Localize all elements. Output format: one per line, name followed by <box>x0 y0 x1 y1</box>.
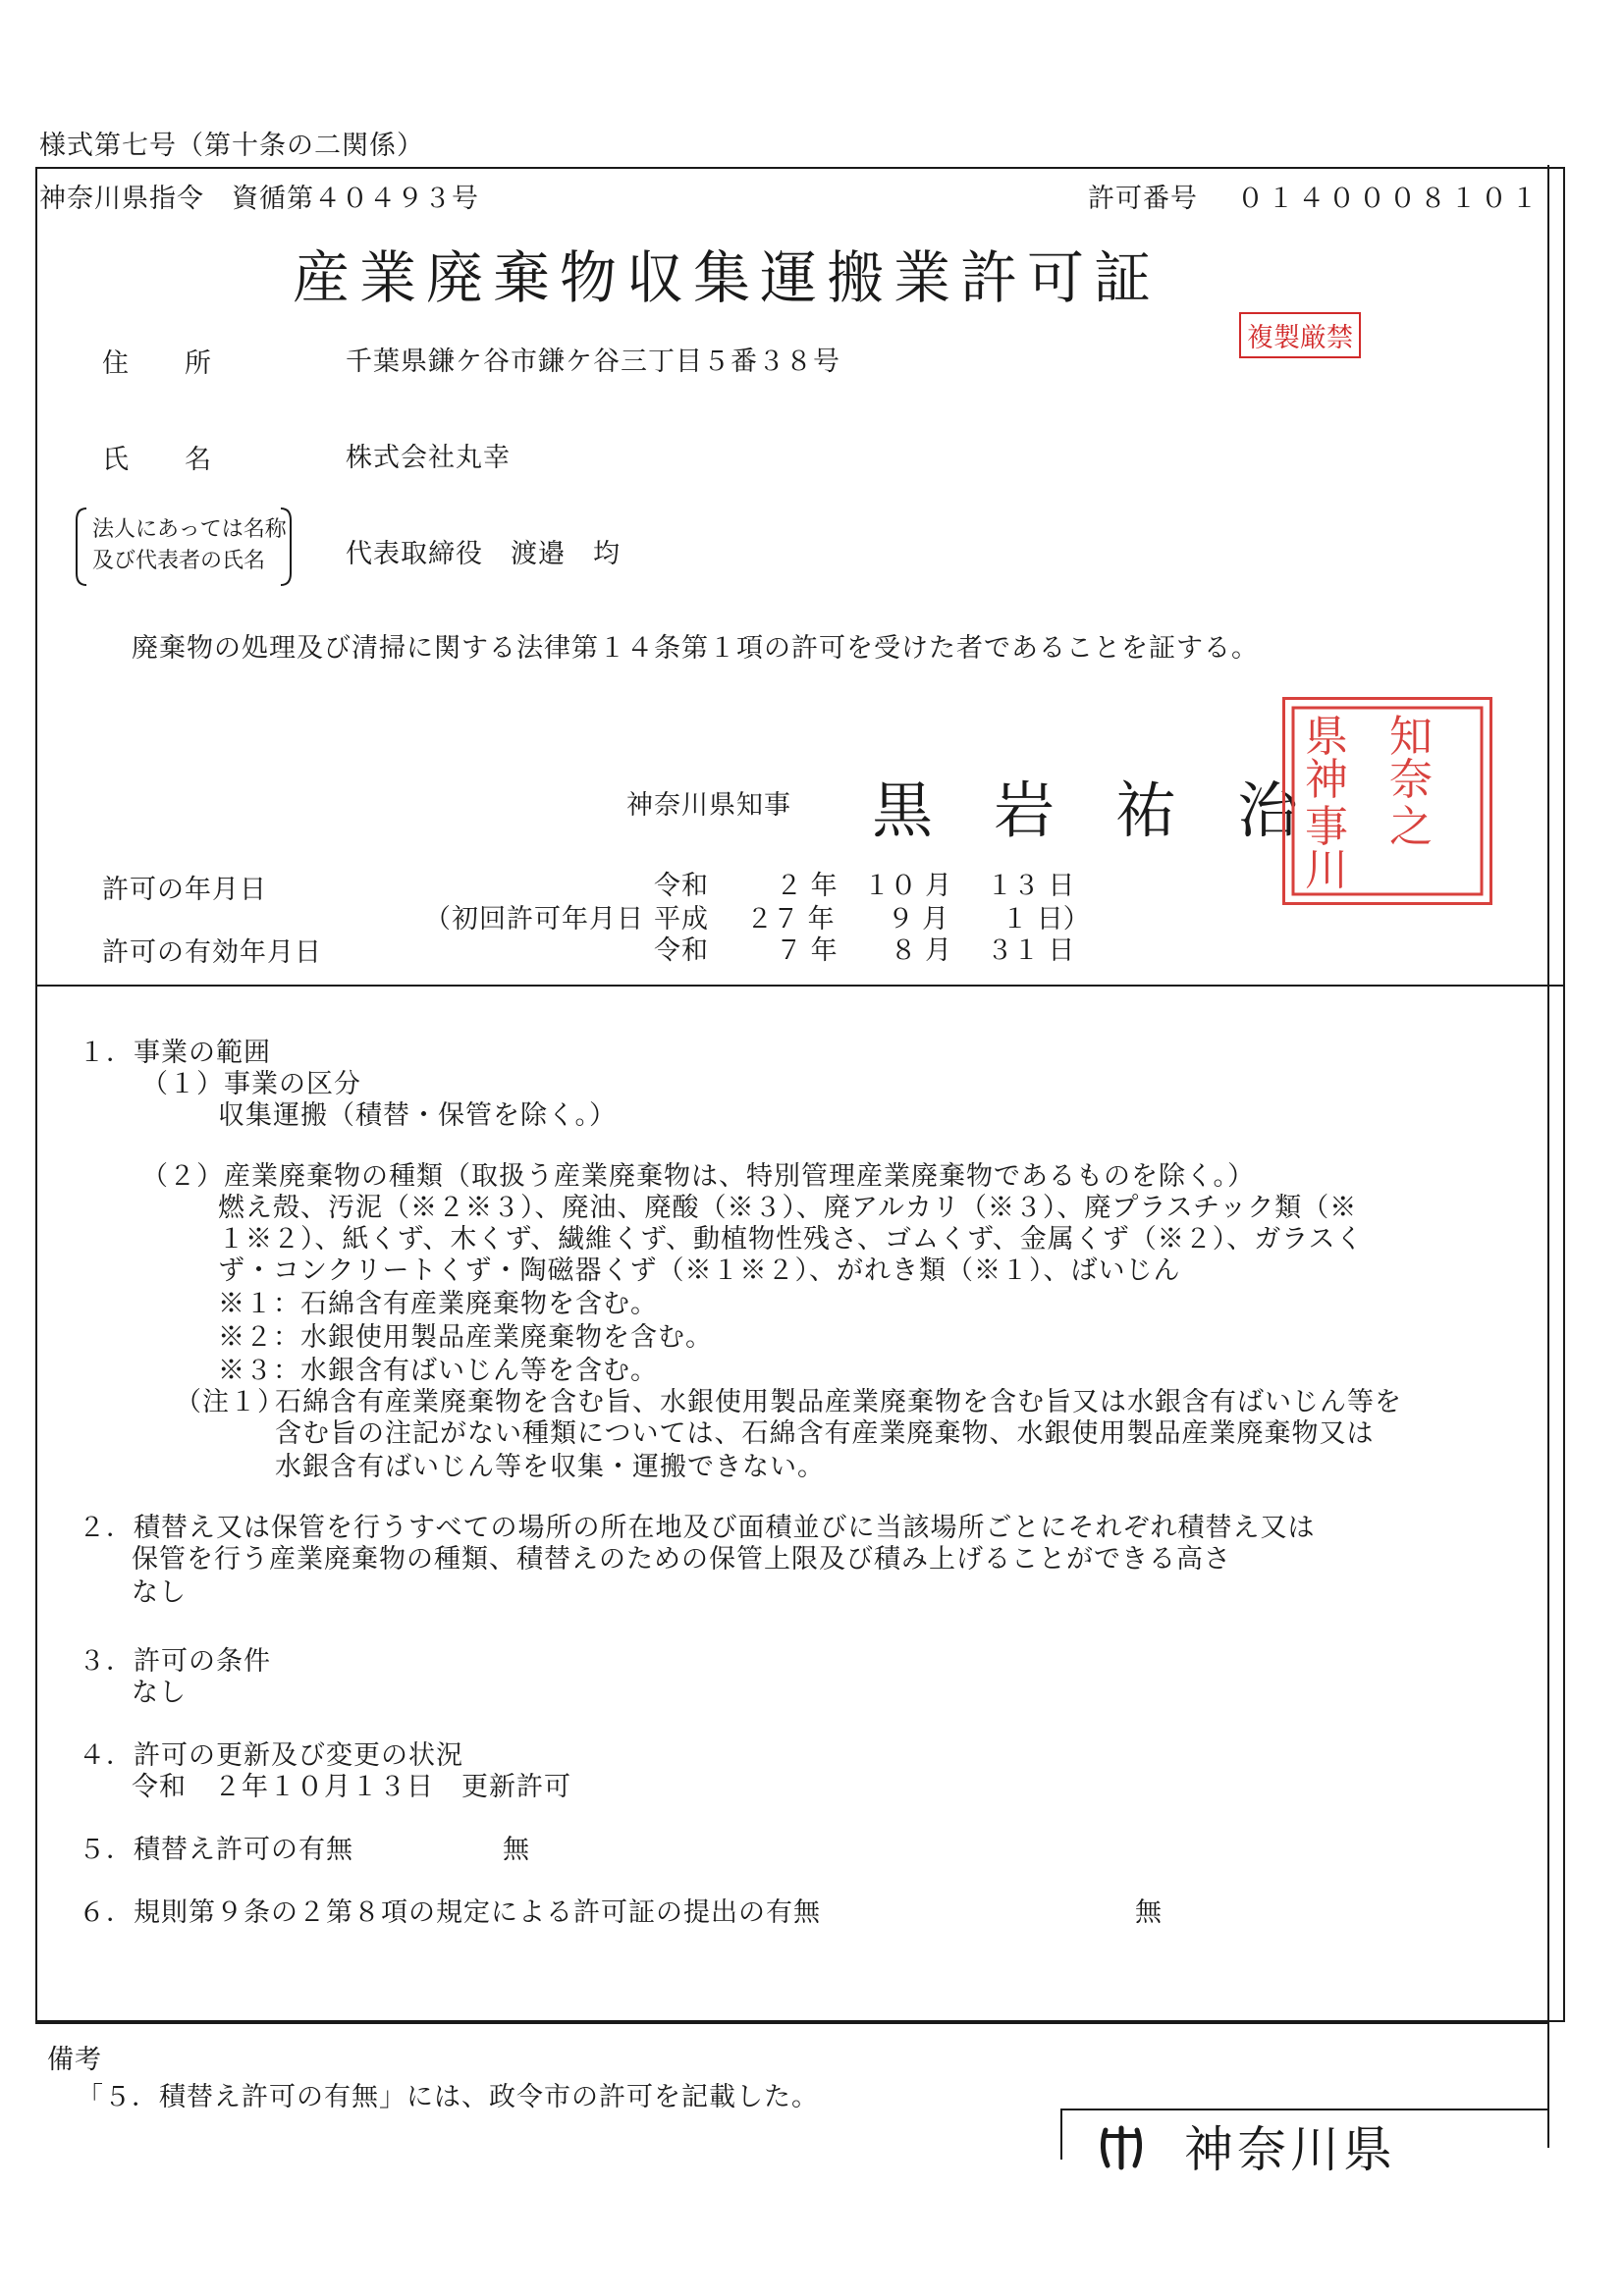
name-label: 氏 名 <box>102 445 212 475</box>
note-asbestos: ※１：石綿含有産業廃棄物を含む。 <box>218 1289 658 1319</box>
remarks-label: 備考 <box>47 2045 102 2075</box>
form-label: 様式第七号（第十条の二関係） <box>39 131 424 161</box>
right-edge-line <box>1547 165 1549 2148</box>
permit-number: ０１４０００８１０１ <box>1237 184 1542 214</box>
note-mercury-dust: ※３：水銀含有ばいじん等を含む。 <box>218 1356 658 1386</box>
upper-divider <box>35 985 1565 987</box>
waste-types-line3: ず・コンクリートくず・陶磁器くず（※１※２）、がれき類（※１）、ばいじん <box>218 1255 1181 1286</box>
remark-line1: 石綿含有産業廃棄物を含む旨、水銀使用製品産業廃棄物を含む旨又は水銀含有ばいじん等を <box>275 1387 1402 1417</box>
permit-date-era: 令和 <box>654 871 709 901</box>
section1-sub2-heading: （２）産業廃棄物の種類（取扱う産業廃棄物は、特別管理産業廃棄物であるものを除く。） <box>141 1161 1255 1192</box>
section6-heading: ６．規則第９条の２第８項の規定による許可証の提出の有無 <box>79 1897 821 1928</box>
valid-date-label: 許可の有効年月日 <box>102 937 322 968</box>
remark-line2: 含む旨の注記がない種類については、石綿含有産業廃棄物、水銀使用製品産業廃棄物又は <box>275 1418 1375 1449</box>
name-value: 株式会社丸幸 <box>346 443 511 473</box>
remark-line3: 水銀含有ばいじん等を収集・運搬できない。 <box>275 1452 825 1482</box>
section1-sub1-heading: （１）事業の区分 <box>141 1069 361 1099</box>
section3-heading: ３．許可の条件 <box>79 1646 271 1677</box>
permit-number-label: 許可番号 <box>1088 184 1198 214</box>
copy-prohibited-stamp: 複製厳禁 <box>1239 312 1361 358</box>
permit-date-label: 許可の年月日 <box>102 875 267 905</box>
permit-date-value: ２ 年 １０ 月 １３ 日 <box>776 871 1075 901</box>
governor-title: 神奈川県知事 <box>626 790 791 821</box>
section1-sub1-value: 収集運搬（積替・保管を除く。） <box>218 1100 617 1131</box>
address-label: 住 所 <box>102 348 212 379</box>
seal-text-2: 知奈 <box>1389 712 1433 805</box>
initial-date-label: （初回許可年月日 <box>424 904 644 934</box>
remarks-text: 「５．積替え許可の有無」には、政令市の許可を記載した。 <box>77 2082 819 2112</box>
section6-value: 無 <box>1135 1897 1163 1928</box>
section4-heading: ４．許可の更新及び変更の状況 <box>79 1740 463 1771</box>
governor-seal <box>1282 697 1492 905</box>
initial-date-era: 平成 <box>654 904 709 934</box>
remark-label: （注１） <box>175 1387 285 1417</box>
representative-label <box>75 507 293 587</box>
prefecture-name: 神奈川県 <box>1184 2121 1396 2178</box>
certificate-title: 産業廃棄物収集運搬業許可証 <box>293 244 1162 311</box>
waste-types-line2: １※２）、紙くず、木くず、繊維くず、動植物性残さ、ゴムくず、金属くず（※２）、ガラスく <box>218 1224 1364 1255</box>
section1-heading: １．事業の範囲 <box>79 1038 271 1068</box>
seal-text-1: 県神 <box>1305 712 1348 805</box>
representative-label-line2: 及び代表者の氏名 <box>92 549 266 573</box>
governor-signature: 黒 岩 祐 治 <box>872 774 1299 846</box>
section2-line2: 保管を行う産業廃棄物の種類、積替えのための保管上限及び積み上げることができる高さ <box>132 1544 1231 1575</box>
certification-text: 廃棄物の処理及び清掃に関する法律第１４条第１項の許可を受けた者であることを証する。 <box>132 633 1259 664</box>
section5-heading: ５．積替え許可の有無 <box>79 1835 353 1865</box>
valid-date-era: 令和 <box>654 935 709 966</box>
section2-line1: ２．積替え又は保管を行うすべての場所の所在地及び面積並びに当該場所ごとにそれぞれ積替え又は <box>79 1513 1316 1543</box>
note-mercury-products: ※２：水銀使用製品産業廃棄物を含む。 <box>218 1322 713 1353</box>
order-number: 神奈川県指令 資循第４０４９３号 <box>39 184 479 214</box>
initial-date-value: ２７ 年 ９ 月 １ 日） <box>746 904 1090 934</box>
section4-value: 令和 ２年１０月１３日 更新許可 <box>132 1772 571 1802</box>
valid-date-value: ７ 年 ８ 月 ３１ 日 <box>776 935 1075 966</box>
representative-value: 代表取締役 渡邉 均 <box>346 539 621 569</box>
section2-value: なし <box>132 1577 187 1608</box>
remarks-divider <box>35 2022 1547 2024</box>
seal-text-4: 之 <box>1389 802 1433 852</box>
section5-value: 無 <box>503 1835 530 1865</box>
address-value: 千葉県鎌ケ谷市鎌ケ谷三丁目５番３８号 <box>346 347 840 377</box>
kanagawa-emblem-icon <box>1096 2122 1147 2173</box>
seal-text-3: 事川 <box>1305 802 1348 895</box>
representative-label-line1: 法人にあっては名称 <box>92 517 287 542</box>
waste-types-line1: 燃え殻、汚泥（※２※３）、廃油、廃酸（※３）、廃アルカリ（※３）、廃プラスチック類（※ <box>218 1193 1358 1223</box>
section3-value: なし <box>132 1678 187 1708</box>
